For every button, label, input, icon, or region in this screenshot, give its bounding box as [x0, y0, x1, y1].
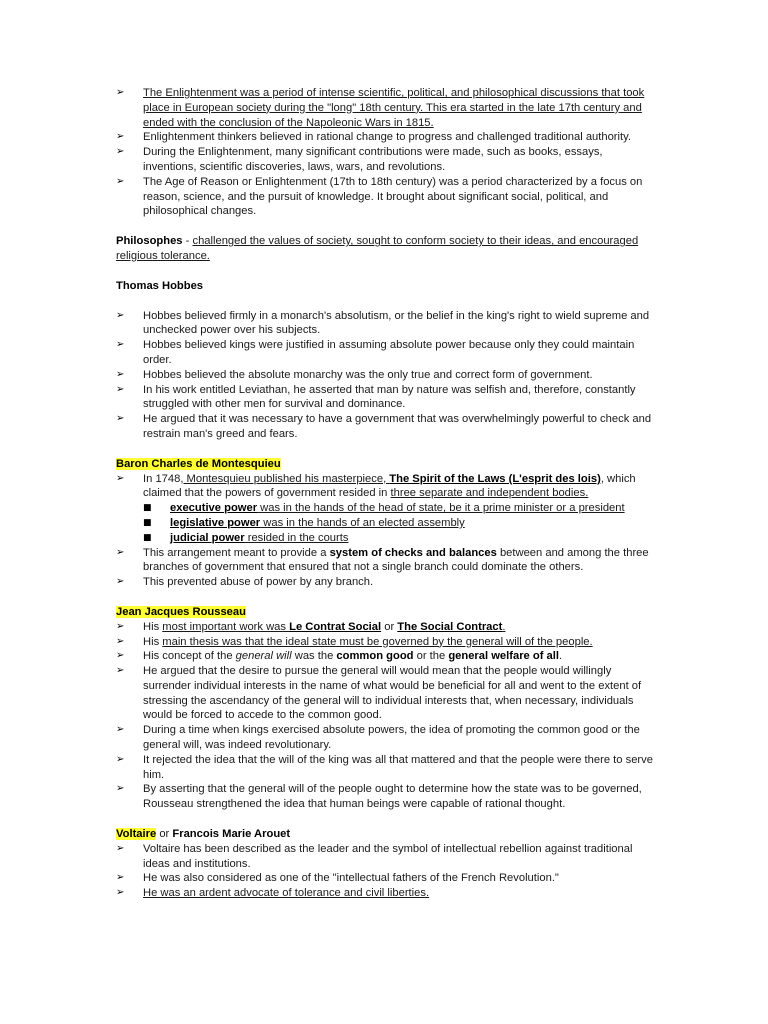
montesquieu-bullet-list — [116, 472, 656, 590]
bullet-text: During the Enlightenment, many significant contributions were made, such as books, essays, inventions, scientific discoveries, laws, wars, and revolutions. — [143, 146, 603, 173]
bullet-text: Hobbes believed the absolute monarchy was the only true and correct form of government. — [143, 368, 593, 381]
bullet-text: Voltaire has been described as the leader and the symbol of intellectual rebellion against traditional ideas and institutions. — [143, 842, 633, 870]
list-item — [116, 472, 656, 546]
list-item — [116, 635, 656, 650]
philosophes-term: Philosophes — [116, 235, 183, 248]
list-item — [143, 501, 656, 516]
key-term: general welfare of all — [448, 650, 559, 663]
rousseau-heading-text: Jean Jacques Rousseau — [116, 605, 246, 618]
bullet-text: Hobbes believed kings were justified in assuming absolute power because only they could maintain order. — [143, 339, 635, 366]
intro-bullet-list — [116, 86, 656, 219]
power-term: legislative power — [170, 516, 261, 529]
bullet-text: The Age of Reason or Enlightenment (17th to 18th century) was a period characterized by a focus on reason, science, and the pursuit of knowledge. It brought about significant social, political, and philosophical changes. — [143, 175, 643, 218]
list-item — [116, 782, 656, 812]
bullet-text: was in the hands of an elected assembly — [260, 516, 465, 529]
bullet-text: It rejected the idea that the will of the king was all that mattered and that the people were there to serve him. — [143, 753, 653, 781]
list-item — [116, 620, 656, 635]
bullet-text: His — [143, 620, 163, 633]
list-item — [143, 531, 656, 546]
bullet-text: During a time when kings exercised absolute powers, the idea of promoting the common good or the general will, was indeed revolutionary. — [143, 724, 640, 752]
bullet-text: most important work was — [162, 620, 290, 633]
voltaire-heading — [116, 827, 656, 842]
list-item — [116, 145, 656, 175]
rousseau-heading — [116, 605, 656, 620]
bullet-text: Montesquieu published his masterpiece, — [183, 472, 390, 485]
bullet-text: main thesis was that the ideal state must be governed by the general will of the people. — [162, 635, 593, 648]
philosophes-dash: - — [182, 235, 193, 248]
voltaire-heading-text: Voltaire — [116, 828, 157, 841]
list-item — [116, 368, 656, 383]
bullet-text: was the — [291, 650, 337, 663]
voltaire-bullet-list — [116, 842, 656, 901]
bullet-text: In 1748, — [143, 472, 184, 485]
list-item — [116, 842, 656, 872]
bullet-text: The Enlightenment was a period of intense scientific, political, and philosophical discussions that took place in European society during the "long" 18th century. This era started in the late 17th century and ended with the conclusion of the Napoleonic Wars in 1815. — [143, 87, 645, 129]
work-title: The Spirit of the Laws (L'esprit des lois) — [389, 472, 601, 485]
list-item — [116, 886, 656, 901]
power-term: executive power — [170, 502, 258, 515]
list-item — [116, 86, 656, 130]
hobbes-heading: Thomas Hobbes — [116, 279, 204, 292]
work-title: Le Contrat Social — [289, 620, 382, 633]
bullet-text: He was an ardent advocate of tolerance and civil liberties. — [143, 887, 430, 900]
bullet-text: or — [381, 620, 398, 633]
bullet-text: Enlightenment thinkers believed in rational change to progress and challenged traditional authority. — [143, 131, 631, 144]
key-term: common good — [336, 650, 414, 663]
list-item — [116, 309, 656, 339]
bullet-text: In his work entitled Leviathan, he asserted that man by nature was selfish and, therefore, constantly struggled with other men for survival and dominance. — [143, 383, 636, 411]
bullet-text: This arrangement meant to provide a — [143, 546, 330, 559]
bullet-text: His concept of the — [143, 650, 236, 663]
montesquieu-heading — [116, 457, 656, 472]
key-term: general will — [235, 650, 292, 663]
list-item — [116, 546, 656, 576]
list-item — [116, 649, 656, 664]
hobbes-bullet-list — [116, 309, 656, 442]
list-item — [116, 338, 656, 368]
bullet-text: Hobbes believed firmly in a monarch's absolutism, or the belief in the king's right to wield supreme and unchecked power over his subjects. — [143, 309, 650, 337]
list-item — [116, 383, 656, 413]
bullet-text: He was also considered as one of the "intellectual fathers of the French Revolution." — [143, 872, 559, 885]
powers-sub-list — [143, 501, 656, 545]
philosophes-definition — [116, 234, 656, 264]
voltaire-real-name: Francois Marie Arouet — [172, 828, 291, 841]
bullet-text: between and among the three branches of government that ensured that not a single branch could dominate the others. — [143, 546, 649, 574]
work-title: The Social Contract — [397, 620, 503, 633]
bullet-text: or the — [413, 650, 449, 663]
list-item — [116, 664, 656, 723]
key-term: system of checks and balances — [329, 546, 497, 559]
bullet-text: which claimed that the powers of government resided in — [143, 472, 636, 500]
bullet-text: . — [502, 620, 506, 633]
list-item — [116, 753, 656, 783]
heading-connector: or — [156, 828, 173, 841]
rousseau-bullet-list — [116, 620, 656, 812]
list-item — [143, 516, 656, 531]
philosophes-text: challenged the values of society, sought to conform society to their ideas, and encouraged religious tolerance. — [116, 235, 639, 262]
bullet-text: He argued that the desire to pursue the general will would mean that the people would willingly surrender individual interests in the name of what would be beneficial for all and went to the extent of stressing the ascendancy of the general will to individual interests that, when necessary, individuals would be forced to accede to the common good. — [143, 665, 642, 722]
list-item — [116, 412, 656, 442]
bullet-text: His — [143, 635, 163, 648]
bullet-text: By asserting that the general will of the people ought to determine how the state was to be governed, Rousseau strengthened the idea that human beings were capable of rational thought. — [143, 783, 642, 811]
bullet-text: resided in the courts — [244, 531, 349, 544]
list-item — [116, 723, 656, 753]
montesquieu-heading-text: Baron Charles de Montesquieu — [116, 457, 281, 470]
bullet-text: three separate and independent bodies. — [390, 487, 589, 500]
bullet-text: He argued that it was necessary to have a government that was overwhelmingly powerful to check and restrain man's greed and fears. — [143, 413, 652, 440]
list-item — [116, 575, 656, 590]
bullet-text: , — [600, 472, 604, 485]
list-item — [116, 175, 656, 219]
list-item — [116, 130, 656, 145]
bullet-text: This prevented abuse of power by any branch. — [143, 576, 374, 589]
power-term: judicial power — [170, 531, 245, 544]
document-body — [116, 86, 656, 901]
bullet-text: was in the hands of the head of state, be it a prime minister or a president — [257, 502, 625, 515]
bullet-text: . — [559, 650, 563, 663]
list-item — [116, 871, 656, 886]
